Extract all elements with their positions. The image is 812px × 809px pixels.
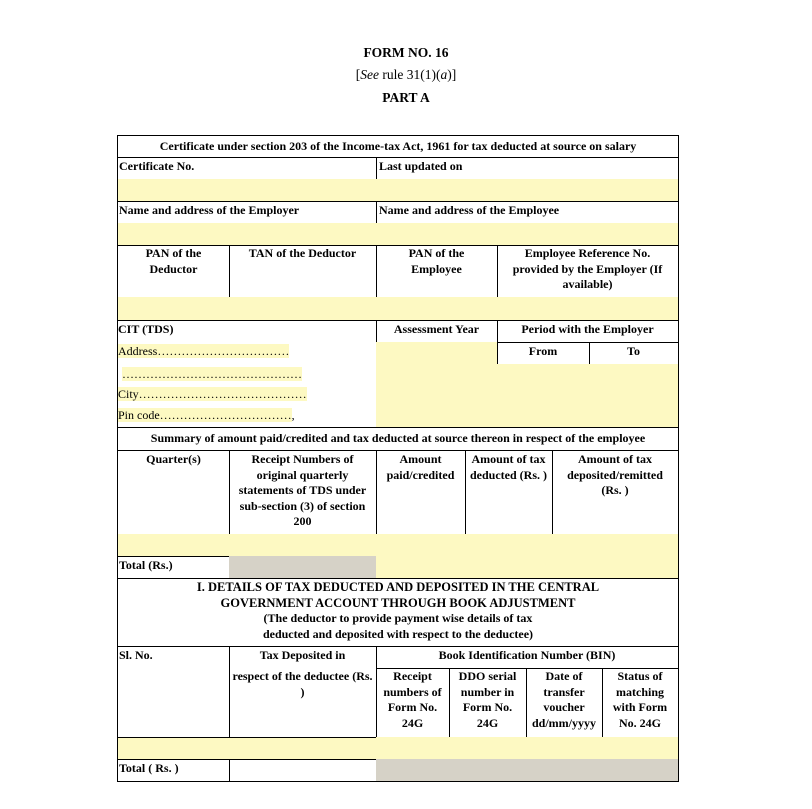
employer-name-label: Name and address of the Employer bbox=[117, 201, 377, 224]
certificate-no-field[interactable] bbox=[117, 179, 377, 202]
quarters-header: Quarter(s) bbox=[117, 450, 230, 535]
address-line-2[interactable]: ……………………………………… bbox=[122, 367, 302, 381]
amount-deposited-header: Amount of tax deposited/remitted (Rs. ) bbox=[552, 450, 679, 535]
address-line-1[interactable]: Address…………………………… bbox=[118, 344, 290, 358]
date-transfer-header: Date of transfer voucher dd/mm/yyyy bbox=[526, 668, 603, 738]
tax-deposited-header bbox=[229, 646, 377, 738]
pan-deductor-label: PAN of the Deductor bbox=[117, 245, 230, 298]
date-transfer-field[interactable] bbox=[526, 737, 603, 760]
section-1-total-field[interactable] bbox=[229, 759, 377, 782]
part-title: PART A bbox=[382, 90, 430, 105]
section-1-note-line-2: deducted and deposited with respect to the deductee) bbox=[262, 626, 534, 641]
section-1-total-shaded bbox=[376, 759, 679, 782]
last-updated-label: Last updated on bbox=[376, 157, 679, 180]
summary-total-receipt-shaded bbox=[229, 556, 377, 579]
period-with-employer-label: Period with the Employer bbox=[497, 320, 679, 343]
section-1-note-line-1: (The deductor to provide payment wise details of tax bbox=[263, 611, 533, 625]
emp-ref-no-label: Employee Reference No. provided by the Employer (If available) bbox=[497, 245, 679, 298]
bin-header: Book Identification Number (BIN) bbox=[376, 646, 679, 669]
section-1-title bbox=[117, 578, 679, 647]
section-1-total-label: Total ( Rs. ) bbox=[117, 759, 230, 782]
amount-deducted-header: Amount of tax deducted (Rs. ) bbox=[465, 450, 553, 535]
sl-no-header: Sl. No. bbox=[117, 646, 230, 738]
period-from-field[interactable] bbox=[497, 364, 590, 428]
certificate-title: Certificate under section 203 of the Income-tax Act, 1961 for tax deducted at source on salary bbox=[117, 135, 679, 158]
emp-ref-no-field[interactable] bbox=[497, 297, 679, 321]
form-number: FORM NO. 16 bbox=[363, 45, 449, 60]
summary-total-label: Total (Rs.) bbox=[117, 556, 230, 579]
section-1-title-line-1: I. DETAILS OF TAX DEDUCTED AND DEPOSITED IN THE CENTRAL bbox=[196, 580, 600, 594]
period-from-label: From bbox=[497, 342, 590, 365]
total-amount-deposited-field[interactable] bbox=[552, 556, 679, 579]
ddo-serial-header: DDO serial number in Form No. 24G bbox=[449, 668, 527, 738]
receipt-numbers-header: Receipt Numbers of original quarterly statements of TDS under sub-section (3) of section 200 bbox=[229, 450, 377, 535]
tax-deposited-field[interactable] bbox=[229, 737, 377, 760]
period-to-field[interactable] bbox=[589, 364, 679, 428]
tan-deductor-label: TAN of the Deductor bbox=[229, 245, 377, 298]
section-1-title-line-2: GOVERNMENT ACCOUNT THROUGH BOOK ADJUSTMENT bbox=[220, 595, 576, 610]
amount-paid-header: Amount paid/credited bbox=[376, 450, 466, 535]
pin-code-line[interactable]: Pin code……………………………, bbox=[118, 408, 295, 422]
receipt-number-field[interactable] bbox=[229, 534, 377, 557]
period-to-label: To bbox=[589, 342, 679, 365]
pan-employee-field[interactable] bbox=[376, 297, 498, 321]
total-amount-deducted-field[interactable] bbox=[465, 556, 553, 579]
cit-tds-label: CIT (TDS) bbox=[118, 322, 174, 336]
certificate-no-label: Certificate No. bbox=[117, 157, 377, 180]
rule-reference: [See rule 31(1)(a)] bbox=[355, 67, 457, 82]
amount-deducted-field[interactable] bbox=[465, 534, 553, 557]
assessment-year-label: Assessment Year bbox=[376, 320, 498, 343]
bin-receipt-numbers-header: Receipt numbers of Form No. 24G bbox=[376, 668, 450, 738]
tax-deposited-header-line-2: respect of the deductee (Rs. ) bbox=[232, 669, 373, 699]
summary-title: Summary of amount paid/credited and tax deducted at source thereon in respect of the employee bbox=[117, 427, 679, 451]
last-updated-field[interactable] bbox=[376, 179, 679, 202]
assessment-year-field[interactable] bbox=[376, 342, 498, 428]
ddo-serial-field[interactable] bbox=[449, 737, 527, 760]
employee-name-field[interactable] bbox=[376, 223, 679, 246]
status-matching-field[interactable] bbox=[602, 737, 679, 760]
city-line[interactable]: City…………………………………… bbox=[118, 387, 307, 401]
bin-receipt-number-field[interactable] bbox=[376, 737, 450, 760]
quarter-field[interactable] bbox=[117, 534, 230, 557]
pan-deductor-field[interactable] bbox=[117, 297, 230, 321]
pan-employee-label: PAN of the Employee bbox=[376, 245, 498, 298]
sl-no-field[interactable] bbox=[117, 737, 230, 760]
employee-name-label: Name and address of the Employee bbox=[376, 201, 679, 224]
status-matching-header: Status of matching with Form No. 24G bbox=[602, 668, 679, 738]
employer-name-field[interactable] bbox=[117, 223, 377, 246]
total-amount-paid-field[interactable] bbox=[376, 556, 466, 579]
tan-deductor-field[interactable] bbox=[229, 297, 377, 321]
tax-deposited-header-line-1: Tax Deposited in bbox=[259, 648, 346, 662]
amount-deposited-field[interactable] bbox=[552, 534, 679, 557]
amount-paid-field[interactable] bbox=[376, 534, 466, 557]
